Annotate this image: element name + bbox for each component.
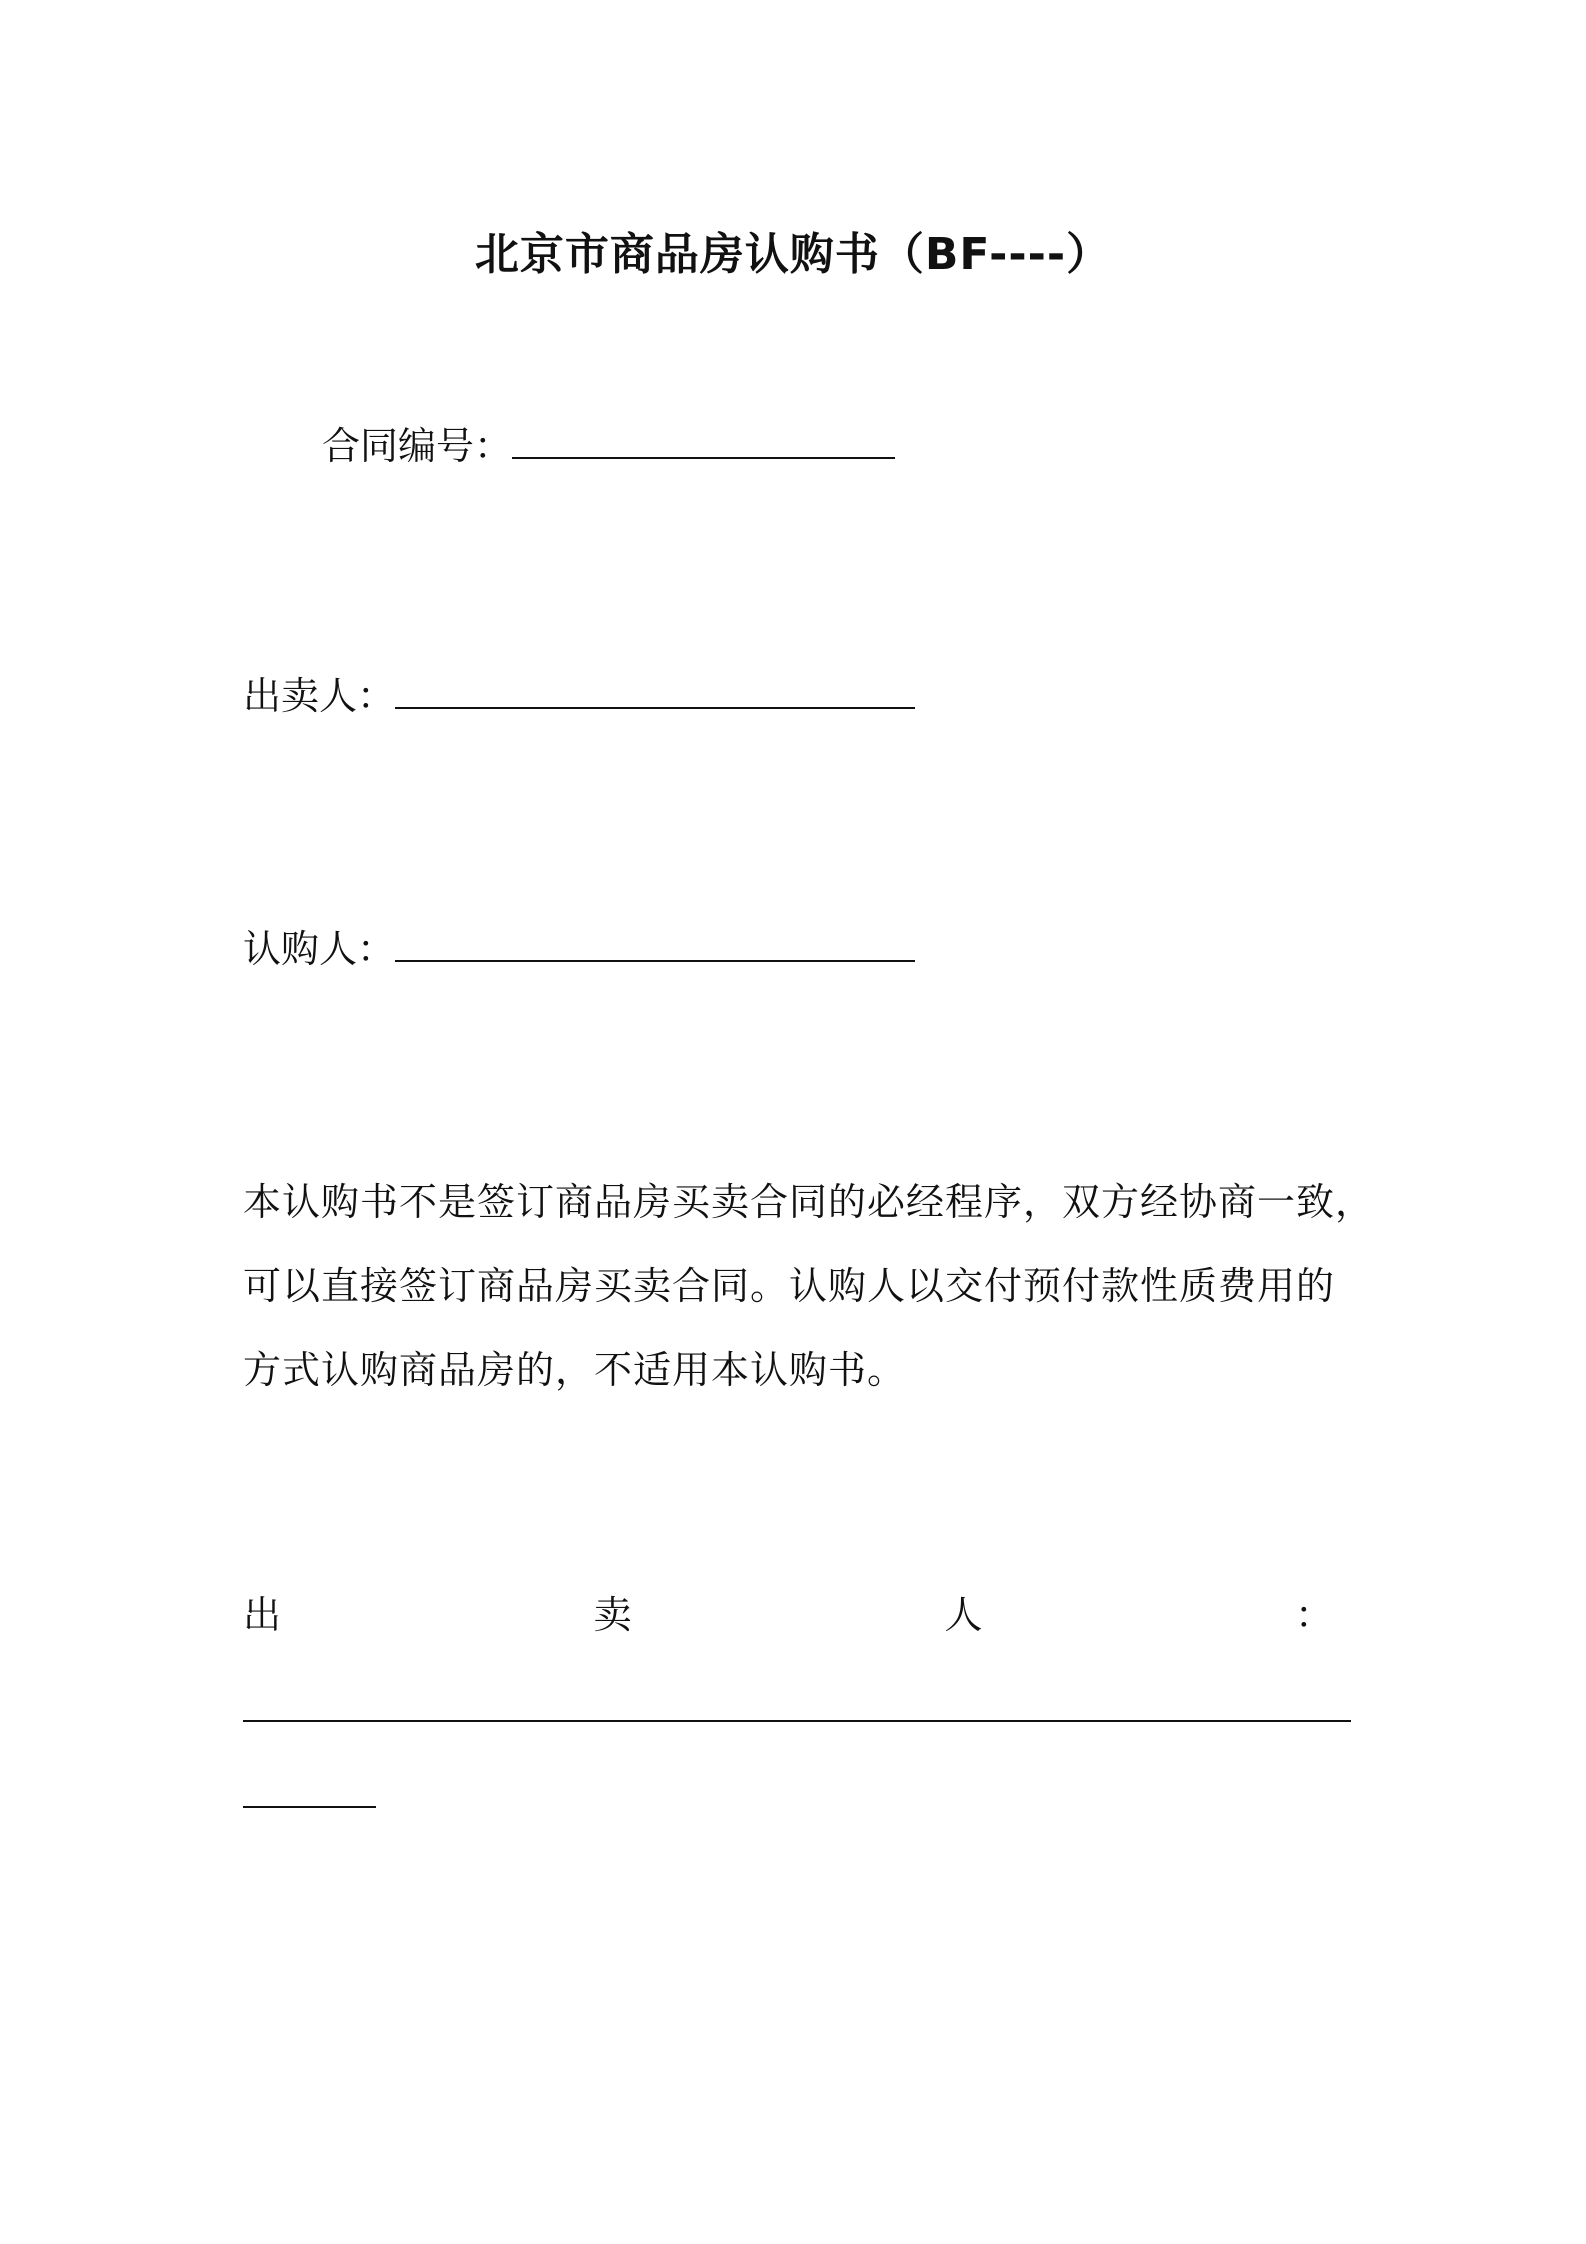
- seller-signature-char: 卖: [593, 1593, 632, 1637]
- document-title: 北京市商品房认购书（BF----）: [474, 229, 1112, 280]
- seller-signature-char: 人: [944, 1593, 983, 1637]
- contract-number-label: 合同编号：: [322, 424, 513, 468]
- seller-label: 出卖人：: [243, 674, 396, 718]
- buyer-line: [243, 918, 915, 973]
- seller-signature-blank-continued: [243, 1806, 376, 1808]
- buyer-label: 认购人：: [243, 927, 396, 971]
- buyer-blank: [395, 959, 915, 962]
- seller-signature-blank: [243, 1720, 1351, 1722]
- contract-number-blank: [512, 456, 895, 459]
- notice-paragraph: [243, 1160, 1403, 1412]
- notice-line: 本认购书不是签订商品房买卖合同的必经程序，双方经协商一致，: [243, 1180, 1375, 1224]
- contract-number-line: [322, 415, 895, 470]
- seller-signature-char: ：: [1294, 1593, 1333, 1637]
- notice-line: 可以直接签订商品房买卖合同。认购人以交付预付款性质费用的: [243, 1264, 1336, 1308]
- seller-line: [243, 665, 915, 720]
- seller-signature-char: 出: [243, 1593, 282, 1637]
- seller-blank: [395, 706, 915, 709]
- notice-line: 方式认购商品房的，不适用本认购书。: [243, 1348, 907, 1392]
- seller-signature-label: [243, 1584, 1333, 1639]
